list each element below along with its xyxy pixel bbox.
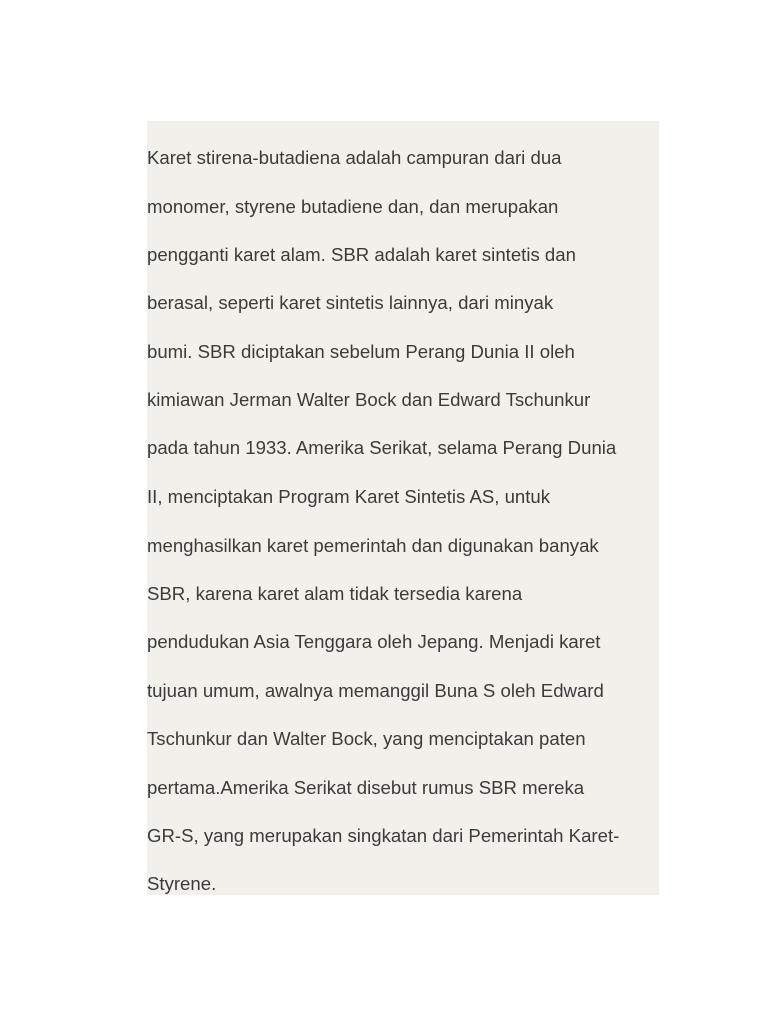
text-line: bumi. SBR diciptakan sebelum Perang Dunia II oleh (147, 341, 575, 362)
text-line: II, menciptakan Program Karet Sintetis AS, untuk (147, 486, 551, 507)
text-line: GR-S, yang merupakan singkatan dari Pemerintah Karet- (147, 825, 620, 846)
text-line: SBR, karena karet alam tidak tersedia karena (147, 583, 523, 604)
text-line: menghasilkan karet pemerintah dan digunakan banyak (147, 535, 599, 556)
text-line: Styrene. (147, 873, 217, 894)
text-line: kimiawan Jerman Walter Bock dan Edward Tschunkur (147, 389, 591, 410)
text-line: pendudukan Asia Tenggara oleh Jepang. Menjadi karet (147, 631, 601, 652)
text-line: tujuan umum, awalnya memanggil Buna S oleh Edward (147, 680, 604, 701)
text-line: pertama.Amerika Serikat disebut rumus SBR mereka (147, 777, 585, 798)
text-line: monomer, styrene butadiene dan, dan merupakan (147, 196, 559, 217)
text-line: berasal, seperti karet sintetis lainnya, dari minyak (147, 292, 554, 313)
text-line: pengganti karet alam. SBR adalah karet sintetis dan (147, 244, 576, 265)
text-line: Karet stirena-butadiena adalah campuran dari dua (147, 147, 562, 168)
document-text-block (147, 121, 659, 895)
text-line: Tschunkur dan Walter Bock, yang menciptakan paten (147, 728, 586, 749)
text-line: pada tahun 1933. Amerika Serikat, selama Perang Dunia (147, 437, 617, 458)
